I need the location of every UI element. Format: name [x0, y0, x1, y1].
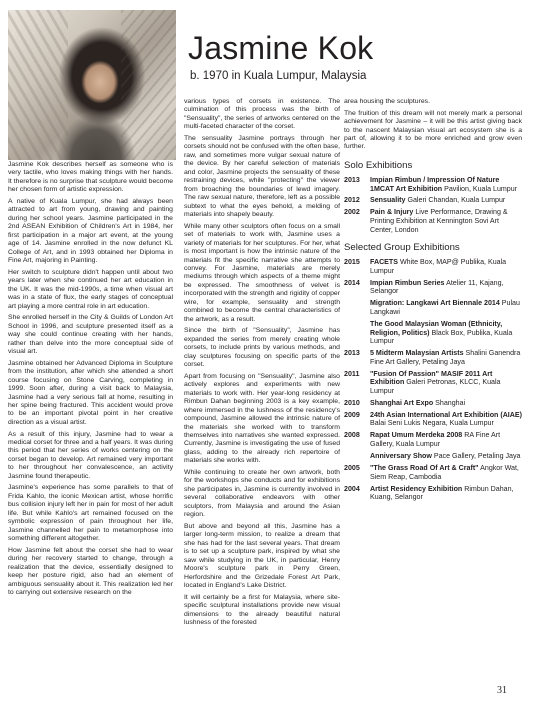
paragraph: Jasmine's experience has some parallels to that of Frida Kahlo, the iconic Mexican artist, whose horrific bus collision injury left her in pain for most of her adult life. But while Kahlo's art remained focused on the symbolic expression of pain throughout her life, Jasmine channelled her pain to metamorphose into something different altogether. [8, 484, 173, 543]
paragraph: Jasmine obtained her Advanced Diploma in Sculpture from the institution, after which she attended a short course focusing on Stone Carving, completing in 1999. Soon after, during a visit back to Malaysia, Jasmine had a very serious fall at home, resulting in her spine being fractured. This accident would prove to be an important pivotal point in her creative direction as a visual artist. [8, 359, 173, 426]
exhibition-venue: Atelier 11, Kajang, Selangor [370, 278, 504, 296]
exhibition-entry [344, 411, 522, 428]
exhibition-detail [370, 485, 522, 502]
exhibition-entry [344, 370, 522, 396]
paragraph: Her switch to sculpture didn't happen until about two years later when she continued her art education in the UK. It was the mid-1990s, a time when visual art was in a state of flux, the early stages of conceptual art playing a more central role in art education. [8, 268, 173, 310]
exhibition-year [344, 299, 370, 316]
exhibition-title: Artist Residency Exhibition [370, 484, 463, 493]
exhibition-entry [344, 399, 522, 408]
exhibition-venue: Pulau Langkawi [370, 299, 520, 316]
exhibition-entry [344, 485, 522, 502]
exhibition-year: 2002 [344, 208, 360, 217]
exhibition-year [344, 452, 370, 461]
paragraph: The sensuality Jasmine portrays through her corsets should not be confused with the often base, raw, and sometimes more vulgar sexual nature of the device. By her careful selection of materials and color, Jasmine projects the sensuality of these restraining devices, while "protecting" the viewer from broaching the boundaries of lewd imagery. The raw sexual nature, therefore, left as a possible subtext to what the eyes behold, a melding of materials into shapely beauty. [184, 135, 340, 219]
exhibition-year: 2005 [344, 464, 360, 473]
paragraph: How Jasmine felt about the corset she had to wear during her recovery started to change, through a realization that the device, essentially designed to keep her posture rigid, also had an element of ambiguous sensuality about it. This realization led her to carrying out extensive research on the [8, 546, 173, 597]
exhibition-entry [344, 349, 522, 366]
exhibition-detail [370, 349, 522, 366]
column-2 [184, 98, 340, 631]
exhibition-detail [370, 411, 522, 428]
group-exhibitions-list [344, 258, 522, 502]
exhibition-venue: Pavilion, Kuala Lumpur [442, 184, 518, 193]
exhibition-detail [370, 464, 522, 481]
exhibition-detail [370, 176, 522, 193]
photo-texture-left [8, 10, 68, 160]
exhibition-entry [344, 299, 522, 316]
exhibition-venue: Live Performance, Drawing & Printing Exhibition at Kennington Sovi Art Center, London [370, 208, 508, 234]
paragraph: Since the birth of "Sensuality", Jasmine has expanded the series from merely creating whole corsets, to include prints by various methods, and clay sculptures focusing on specific parts of the corset. [184, 327, 340, 369]
exhibition-venue: Rimbun Dahan, Kuang, Selangor [370, 484, 514, 502]
exhibition-entry [344, 176, 522, 193]
exhibition-entry [344, 464, 522, 481]
exhibition-venue: Galeri Chandan, Kuala Lumpur [405, 196, 506, 205]
exhibition-venue: White Box, MAP@ Publika, Kuala Lumpur [370, 258, 507, 275]
exhibition-venue: Angkor Wat, Siem Reap, Cambodia [370, 464, 519, 481]
exhibition-detail [370, 452, 522, 461]
column-3 [344, 98, 522, 505]
exhibition-venue: Balai Seni Lukis Negara, Kuala Lumpur [370, 419, 494, 428]
exhibition-title: FACETS [370, 258, 398, 267]
exhibition-entry [344, 431, 522, 448]
exhibition-year: 2015 [344, 258, 360, 267]
paragraph: She enrolled herself in the City & Guilds of London Art School in 1996, and sculpture presented itself as a way she could continue creating with her hands, rather than delve into the more conceptual side of visual art. [8, 314, 173, 356]
exhibition-title: "The Grass Road Of Art & Craft" [370, 464, 479, 473]
exhibition-title: Impian Rimbun / Impression Of Nature 1MCAT Art Exhibition [370, 175, 500, 193]
exhibition-year: 2008 [344, 431, 360, 440]
exhibition-detail [370, 279, 522, 296]
exhibition-title: Migration: Langkawi Art Biennale 2014 [370, 299, 500, 308]
exhibition-year: 2004 [344, 484, 360, 493]
exhibition-year [344, 320, 370, 346]
exhibition-entry [344, 320, 522, 346]
exhibition-venue: Pace Gallery, Petaling Jaya [431, 452, 521, 461]
paragraph: While many other sculptors often focus on a small set of materials to work with, Jasmine uses a variety of materials for her sculptures. For her, what is most important is how the intrinsic nature of the materials fit the specific narrative she attempts to convey. For Jasmine, materials are merely mediums through which aspects of a theme might be expressed. The smoothness of velvet is incorporated with the strength and rigidity of copper wire, for example, sensuality and strength combined to become the central characteristics of the artwork, as a result. [184, 222, 340, 323]
group-exhibitions-heading: Selected Group Exhibitions [344, 242, 460, 254]
page-number: 31 [497, 685, 507, 696]
exhibition-title: Pain & Injury [370, 208, 414, 217]
paragraph: area housing the sculptures. [344, 98, 430, 105]
exhibition-year: 2010 [344, 398, 360, 407]
exhibition-venue: Shanghai [433, 398, 466, 407]
exhibition-year: 2009 [344, 410, 360, 419]
solo-exhibitions-list [344, 176, 522, 234]
exhibition-year: 2012 [344, 196, 360, 205]
paragraph: As a result of this injury, Jasmine had to wear a medical corset for three and a half years. It was during this period that her series of works centering on the corset began to develop. Art remained very important to her throughout her convalescence, an activity Jasmine found therapeutic. [8, 430, 173, 480]
photo-texture-right [121, 10, 176, 160]
exhibition-title: Rapat Umum Merdeka 2008 [370, 431, 463, 440]
exhibition-year: 2014 [344, 278, 360, 287]
exhibition-entry [344, 258, 522, 275]
exhibition-title: Sensuality [370, 196, 406, 205]
artist-portrait-photo [8, 10, 176, 160]
exhibition-detail [370, 370, 522, 396]
exhibition-year: 2013 [344, 175, 360, 184]
solo-exhibitions-heading: Solo Exhibitions [344, 159, 413, 171]
exhibition-entry [344, 279, 522, 296]
exhibition-detail [370, 299, 522, 316]
exhibition-entry [344, 208, 522, 234]
paragraph: The fruition of this dream will not merely mark a personal achievement for Jasmine – it will be this artist giving back to the nascent Malaysian visual art ecosystem she is a part of, allowing it to be more enriched and grow even further. [344, 109, 522, 151]
exhibition-entry [344, 452, 522, 461]
exhibition-venue: Black Box, Publika, Kuala Lumpur [370, 328, 513, 346]
exhibition-title: 24th Asian International Art Exhibition (AIAE) [370, 410, 522, 419]
column-1 [8, 161, 173, 601]
exhibition-year: 2011 [344, 369, 360, 378]
paragraph: A native of Kuala Lumpur, she had always been attracted to art from young, drawing and painting during her school years. Jasmine participated in the 2nd ASEAN Exhibition of Children's Art in 1984, her first participation in a major art event, at the young age of 14. Jasmine enrolled in the now defunct KL College of Art, and in 1993 obtained her Diploma in Fine Art, majoring in Painting. [8, 198, 173, 265]
exhibition-venue: RA Fine Art Gallery, Kuala Lumpur [370, 431, 501, 449]
artist-birth: b. 1970 in Kuala Lumpur, Malaysia [190, 70, 367, 82]
exhibition-detail [370, 196, 522, 205]
exhibition-title: The Good Malaysian Woman (Ethnicity, Religion, Politics) [370, 319, 503, 337]
exhibition-detail [370, 258, 522, 275]
artist-name: Jasmine Kok [188, 30, 374, 66]
exhibition-title: Impian Rimbun Series [370, 278, 445, 287]
exhibition-title: Anniversary Show [370, 452, 432, 461]
paragraph: Apart from focusing on "Sensuality", Jasmine also actively explores and experiments with new materials to work with. Her year-long residency at Rimbun Dahan beginning 2003 is a key example, where immersed in the lushness of the residency's compound, Jasmine allowed the intrinsic nature of the materials she worked with to transform themselves into narratives she wanted expressed. Currently, Jasmine is investigating the use of fused glass, adding to the already rich repertoire of materials she works with. [184, 372, 340, 465]
exhibition-title: Shanghai Art Expo [370, 398, 434, 407]
exhibition-detail [370, 399, 522, 408]
paragraph: But above and beyond all this, Jasmine has a larger long-term mission, to realize a dream that she has had for the last several years. That dream is to set up a sculpture park, inspired by what she saw while studying in the UK, in particular, Henry Moore's sculpture park in Perry Green, Herfordshire and the Grizedale Forest Art Park, located in England's Lake District. [184, 522, 340, 590]
exhibition-venue: Galeri Petronas, KLCC, Kuala Lumpur [370, 378, 501, 395]
exhibition-detail [370, 208, 522, 234]
exhibition-title: 5 Midterm Malaysian Artists [370, 349, 464, 358]
exhibition-title: "Fusion Of Passion" MASIF 2011 Art Exhibition [370, 369, 493, 387]
paragraph: various types of corsets in existence. The culmination of this process was the birth of "Sensuality", the series of artworks centered on the multi-faceted character of the corset. [184, 98, 340, 131]
exhibition-detail [370, 320, 522, 346]
exhibition-entry [344, 196, 522, 205]
paragraph: While continuing to create her own artwork, both for the workshops she conducts and for exhibitions she participates in, Jasmine is currently involved in several collaborative endeavors with other sculptors, from Malaysia and around the Asian region. [184, 468, 340, 519]
exhibition-year: 2013 [344, 349, 360, 358]
paragraph: Jasmine Kok describes herself as someone who is very tactile, who loves making things with her hands. It therefore is no surprise that sculpture would become her chosen form of artistic expression. [8, 161, 173, 194]
paragraph: It will certainly be a first for Malaysia, where site-specific sculptural installations provide new visual dimensions to the already beautiful natural lushness of the forested [184, 593, 340, 627]
exhibition-venue: Shalini Ganendra Fine Art Gallery, Petaling Jaya [370, 349, 521, 366]
exhibition-detail [370, 431, 522, 448]
